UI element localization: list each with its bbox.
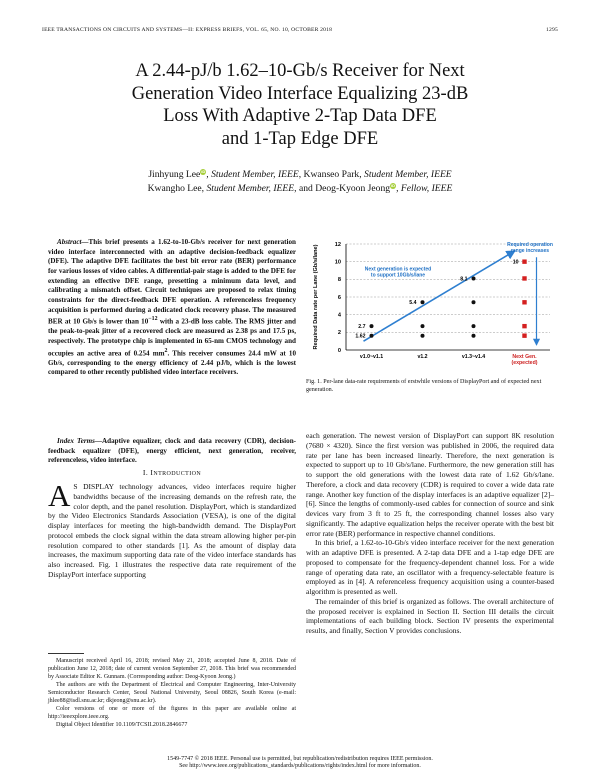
data-point-circle (421, 334, 425, 338)
x-tick-labels (360, 354, 538, 366)
footnotes (48, 657, 296, 729)
data-point-square (522, 333, 526, 337)
y-tick-label: 8 (337, 277, 341, 284)
data-point-square (522, 324, 526, 328)
abstract-text: . This receiver consumes 24.4 mW at 10 Gb/s, corresponding to the energy efficiency of 2.44 pJ/b, which is the lowest compared to other recently published video interface receivers. (48, 348, 296, 377)
x-tick-label: Next Gen. (512, 354, 537, 360)
author-membership: , Student Member, IEEE (206, 169, 299, 180)
copyright-footer (40, 756, 560, 771)
data-point-circle (472, 276, 476, 280)
data-point-square (522, 276, 526, 280)
index-terms-label: Index Terms— (57, 437, 103, 445)
abstract-exponent: 2 (164, 347, 168, 354)
x-tick-label: v1.2 (417, 354, 428, 360)
y-tick-label: 0 (337, 347, 341, 354)
intro-paragraph: technology advances, video interfaces require higher bandwidths because of the increasing demands on the refresh rate, the color depth, and the panel resolution. DisplayPort, which is standardized by the Video Electronics Standards Association (VESA), is one of the digital display interfaces for meeting the high-bandwidth demand. The DisplayPort protocol embeds the clock signal within the data stream allowing higher per-pin resolution compared to other standards [1]. As the amount of display data increases, the maximum supporting data rate of the video interface standards has also increased. Fig. 1 illustrates the respective data rate requirement of the DisplayPort interface supporting (48, 482, 297, 579)
author-name: , and Deog-Kyoon Jeong (294, 183, 391, 194)
chart-grid (346, 244, 550, 332)
footnote: Manuscript received April 16, 2018; revised May 21, 2018; accepted June 8, 2018. Date of publication June 12, 2018; date of current version September 27, 2018. This brief was recommended by Associate Editor K. Gunnam. (Corresponding author: Deog-Kyoon Jeong.) (48, 658, 296, 681)
title-line: A 2.44-pJ/b 1.62–10-Gb/s Receiver for Next (135, 61, 465, 81)
index-terms-text: Adaptive equalizer, clock and data recovery (CDR), decision-feedback equalizer (DFE), energy efficient, next generation, receiver, referenceless, video interface. (48, 437, 296, 465)
y-tick-label: 12 (334, 241, 341, 248)
paragraph: In this brief, a 1.62-to-10-Gb/s video interface receiver for the next generation with an adaptive DFE is presented. A 2-tap data DFE and a 1-tap edge DFE are proposed to compensate for the frequency-dependent channel loss. For a wide range of operating data rate, an oscillator with a frequency-selectable feature is employed as in [4]. A referenceless frequency acquisition using a counter-based algorithm is presented as well. (306, 538, 554, 596)
x-tick-label: v1.3~v1.4 (461, 354, 486, 360)
point-label: 5.4 (409, 300, 417, 307)
journal-name: IEEE TRANSACTIONS ON CIRCUITS AND SYSTEMS—II: EXPRESS BRIEFS, VOL. 65, NO. 10, OCTOBER 2018 (42, 27, 333, 33)
footer-line: See http://www.ieee.org/publications_standards/publications/rights/index.html for more information. (179, 763, 421, 770)
author-membership: Student Member, IEEE (206, 183, 295, 194)
data-point-square (522, 259, 526, 263)
point-label: 2.7 (358, 323, 366, 330)
abstract-text: with a 23-dB loss cable. The RMS jitter and the peak-to-peak jitter of a recovered clock are measured as 2.38 ps and 17.5 ps, respectively. The prototype chip is implemented in 65-nm CMOS technology and occupies an active area of 0.254 mm (48, 317, 296, 357)
annotation-arrows (364, 251, 537, 345)
x-tick-label: (expected) (511, 360, 538, 366)
figure-caption: Fig. 1. Per-lane data-rate requirements of erstwhile versions of DisplayPort and of expected next generation. (306, 379, 542, 393)
section-heading: I. INTRODUCTION (142, 468, 202, 477)
drop-cap: A (48, 478, 71, 513)
paper-title (30, 60, 570, 150)
y-tick-label: 10 (334, 259, 341, 266)
data-point-circle (472, 334, 476, 338)
footer-line: 1549-7747 © 2018 IEEE. Personal use is permitted, but republication/redistribution requires IEEE permission. (167, 756, 433, 762)
y-tick-label: 6 (337, 294, 341, 301)
author-membership: , Fellow, IEEE (396, 183, 453, 194)
introduction-text (48, 478, 297, 580)
right-column-text (306, 431, 554, 636)
data-point-circle (472, 324, 476, 328)
author-line (40, 182, 560, 196)
x-tick-label: v1.0~v1.1 (359, 354, 384, 360)
abstract-exponent: −12 (148, 316, 158, 323)
data-point-circle (370, 324, 374, 328)
title-line: Loss With Adaptive 2-Tap Data DFE (163, 106, 437, 126)
paragraph: each generation. The newest version of DisplayPort can support 8K resolution (7680 × 4320). Since the first version was published in 2006, the required data rate per lane has been increased linearly. Therefore, the next generation is expected to support up to 10 Gb/s/lane. Furthermore, the new generation still has to support the old generations with the lowest data rate of 1.62 Gb/s/lane. Therefore, a clock and data recovery (CDR) is required to cover a wide data rate range. Another key function of the display interfaces is an adaptive equalizer [2]–[6]. Since the lengths of commonly-used cables for connection of source and sink devices vary from 3 ft to 25 ft, the corresponding channel losses also vary significantly. The adaptive equalization helps the receiver operate with the best bit error rate (BER) performance in respective channel conditions. (306, 431, 554, 538)
annotation-next-gen: Next generation is expected (364, 266, 432, 273)
footnote: Color versions of one or more of the figures in this paper are available online at http://ieeexplore.ieee.org. (48, 706, 296, 721)
index-terms (48, 437, 296, 466)
title-line: and 1-Tap Edge DFE (221, 128, 379, 149)
paragraph: The remainder of this brief is organized as follows. The overall architecture of the proposed receiver is explained in Section II. Section III details the circuit implementations of each building block. Section IV presents the experimental results, and finally, Section V provides conclusions. (306, 596, 554, 635)
data-point-circle (472, 300, 476, 304)
annotation-range: Required operation (507, 242, 553, 248)
annotation-range: range increases (510, 248, 550, 254)
page-number: 1295 (546, 27, 558, 33)
intro-lead: S DISPLAY (73, 482, 114, 491)
annotation-next-gen: to support 10Gb/s/lane (370, 272, 426, 279)
y-axis-label: Required Data rate per Lane (Gb/s/lane) (313, 244, 319, 350)
data-point-circle (421, 324, 425, 328)
abstract-label: Abstract— (57, 238, 89, 246)
point-label: 10 (512, 259, 519, 266)
data-point-square (522, 300, 526, 304)
footnote: Digital Object Identifier 10.1109/TCSII.2018.2846677 (56, 722, 188, 729)
data-point-circle (370, 334, 374, 338)
figure-1-chart (306, 234, 554, 376)
abstract (48, 238, 296, 378)
y-tick-label: 4 (337, 312, 341, 319)
point-label: 8.1 (460, 276, 468, 283)
y-tick-label: 2 (337, 330, 341, 337)
author-name: Jinhyung Lee (148, 169, 201, 180)
footnote: The authors are with the Department of Electrical and Computer Engineering, Inter-University Semiconductor Research Center, Seoul National University, Seoul 08826, South Korea (e-mail: jhlee88@isdl.snu.ac.kr; dkjeong@snu.ac.kr). (48, 682, 296, 705)
point-label: 1.62 (355, 333, 366, 340)
orcid-icon[interactable]: iD (201, 168, 206, 174)
author-line (40, 168, 560, 182)
data-point-circle (421, 300, 425, 304)
orcid-icon[interactable]: iD (391, 182, 396, 188)
footnote-rule (48, 653, 84, 654)
author-name: , Kwanseo Park, (298, 169, 365, 180)
abstract-text: This brief presents a 1.62-to-10-Gb/s receiver for next generation video interface interconnected with an adaptive decision-feedback equalizer (DFE). The adaptive DFE facilitates the best bit error rate (BER) performance for various losses of video cables. A differential-pair stage is added to the DFE for extending an effective DFE range, presetting a minimum data level, and calibrating a mismatch offset. Circuit techniques are proposed to relax timing constraints for the direct-feedback DFE operation. A referenceless frequency acquisition is performed during a dedicated clock recovery phase. The measured BER at 10 Gb/s is lower than 10 (48, 238, 296, 326)
author-name: Kwangho Lee, (147, 183, 207, 194)
author-list (40, 168, 560, 196)
author-membership: Student Member, IEEE (364, 169, 452, 180)
trend-arrow (364, 251, 515, 341)
title-line: Generation Video Interface Equalizing 23-dB (131, 83, 469, 104)
y-tick-labels (335, 242, 342, 354)
